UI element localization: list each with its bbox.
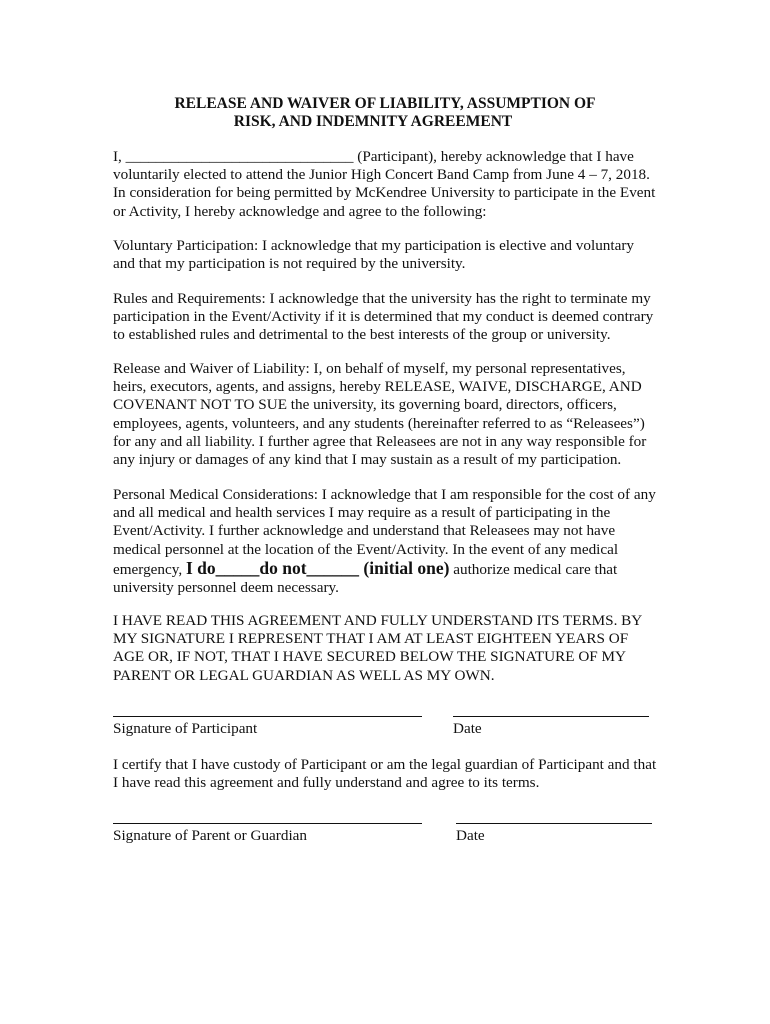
document-title-line-2: RISK, AND INDEMNITY AGREEMENT: [233, 113, 513, 130]
rules-line: to established rules and detrimental to the best interests of the group or university.: [113, 326, 611, 344]
release-line: any injury or damages of any kind that I may sustain as a result of my participation.: [113, 451, 622, 469]
release-line: Release and Waiver of Liability: I, on behalf of myself, my personal representatives,: [113, 360, 626, 377]
acknowledgement-line: PARENT OR LEGAL GUARDIAN AS WELL AS MY OWN.: [113, 666, 495, 684]
guardian-certification-line: I certify that I have custody of Participant or am the legal guardian of Participant and that: [113, 756, 657, 773]
guardian-certification-line: I have read this agreement and fully understand and agree to its terms.: [113, 774, 540, 792]
medical-line: and all medical and health services I may require as a result of participating in the: [113, 504, 611, 522]
intro-paragraph: [113, 148, 673, 221]
guardian-signature-label: Signature of Parent or Guardian: [113, 827, 308, 844]
medical-consent-prefix: emergency,: [113, 560, 186, 578]
medical-consent-suffix: authorize medical care that: [449, 560, 618, 578]
guardian-date-label: Date: [456, 827, 485, 844]
acknowledgement-line: I HAVE READ THIS AGREEMENT AND FULLY UNDERSTAND ITS TERMS. BY: [113, 612, 643, 629]
rules-line: participation in the Event/Activity if it is determined that my conduct is deemed contrary: [113, 308, 654, 326]
release-line: heirs, executors, agents, and assigns, hereby RELEASE, WAIVE, DISCHARGE, AND: [113, 378, 642, 396]
rules-line: Rules and Requirements: I acknowledge that the university has the right to terminate my: [113, 290, 651, 307]
participant-date-label: Date: [453, 720, 482, 737]
intro-line: I, ______________________________ (Participant), hereby acknowledge that I have: [113, 148, 634, 165]
medical-consent-line: [113, 559, 673, 579]
acknowledgement-line: AGE OR, IF NOT, THAT I HAVE SECURED BELOW THE SIGNATURE OF MY: [113, 648, 627, 666]
acknowledgement-paragraph: [113, 612, 673, 685]
medical-consent-initial-choice[interactable]: I do_____do not______ (initial one): [185, 557, 450, 578]
voluntary-line: and that my participation is not required by the university.: [113, 255, 466, 273]
medical-line: Event/Activity. I further acknowledge and understand that Releasees may not have: [113, 522, 616, 540]
release-waiver-paragraph: [113, 360, 673, 469]
guardian-date-line[interactable]: [456, 823, 652, 824]
voluntary-participation-paragraph: [113, 237, 673, 273]
participant-date-line[interactable]: [453, 716, 649, 717]
participant-signature-label: Signature of Participant: [113, 720, 258, 737]
guardian-signature-line[interactable]: [113, 823, 422, 824]
release-line: COVENANT NOT TO SUE the university, its governing board, directors, officers,: [113, 396, 617, 414]
medical-considerations-paragraph: [113, 486, 673, 597]
acknowledgement-line: MY SIGNATURE I REPRESENT THAT I AM AT LEAST EIGHTEEN YEARS OF: [113, 630, 629, 648]
medical-line: Personal Medical Considerations: I acknowledge that I am responsible for the cost of any: [113, 486, 656, 503]
release-line: for any and all liability. I further agree that Releasees are not in any way responsible for: [113, 432, 647, 450]
intro-line: voluntarily elected to attend the Junior High Concert Band Camp from June 4 – 7, 2018.: [113, 166, 650, 184]
medical-line: university personnel deem necessary.: [113, 579, 339, 597]
intro-line: or Activity, I hereby acknowledge and agree to the following:: [113, 202, 487, 220]
guardian-certification-paragraph: [113, 756, 673, 792]
document-title-line-1: RELEASE AND WAIVER OF LIABILITY, ASSUMPTION OF: [174, 95, 596, 112]
rules-requirements-paragraph: [113, 290, 673, 345]
participant-signature-line[interactable]: [113, 716, 422, 717]
voluntary-line: Voluntary Participation: I acknowledge that my participation is elective and voluntary: [113, 237, 635, 254]
medical-line: medical personnel at the location of the Event/Activity. In the event of any medical: [113, 540, 619, 558]
intro-line: In consideration for being permitted by McKendree University to participate in the Event: [113, 184, 656, 202]
release-line: employees, agents, volunteers, and any students (hereinafter referred to as “Releasees”): [113, 414, 645, 432]
